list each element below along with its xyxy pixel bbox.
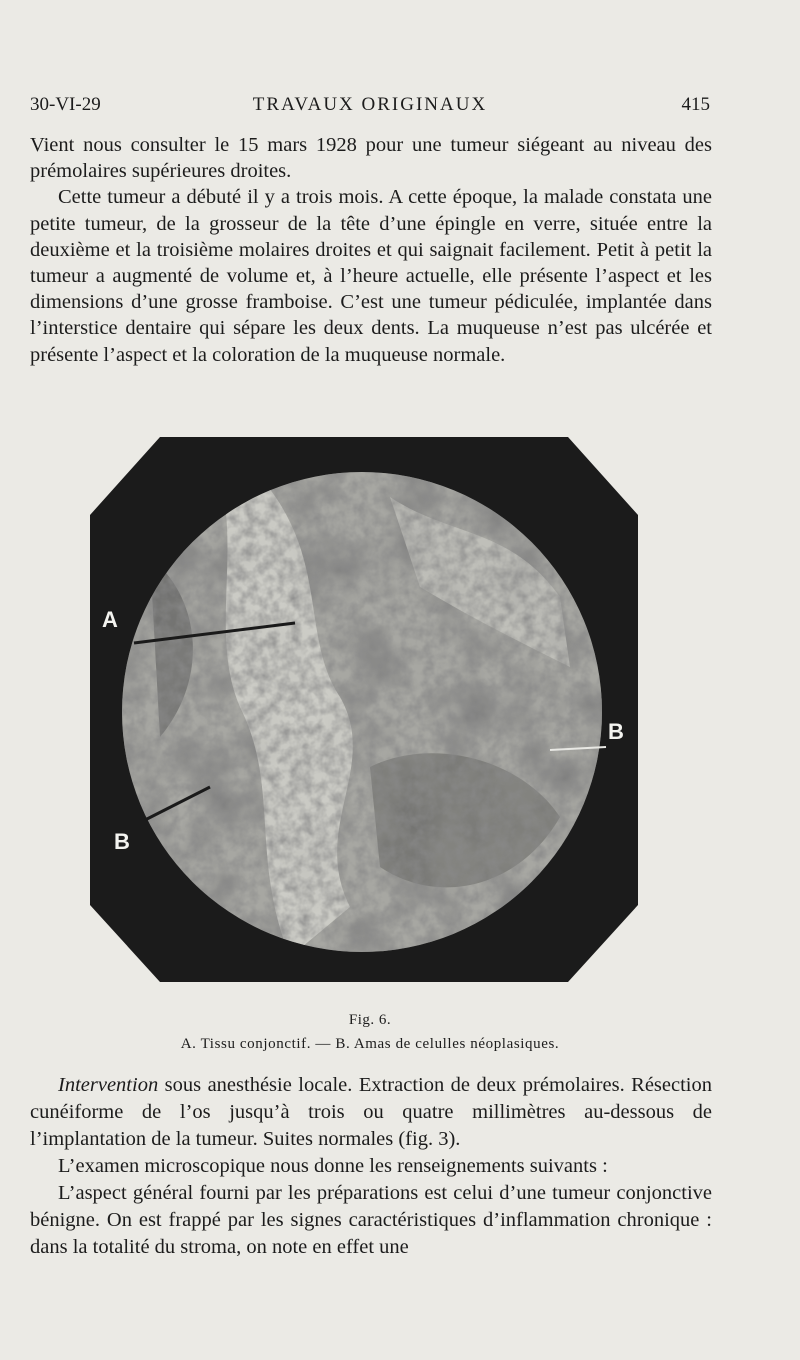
paragraph-text: sous anesthésie locale. Extraction de deux prémolaires. Résection cunéiforme de l’os jusqu’à trois ou quatre millimètres au-dessous de l’implantation de la tumeur. Suites normales (fig. 3). bbox=[30, 1074, 712, 1150]
micrograph-figure bbox=[90, 437, 638, 982]
label-b-right: B bbox=[608, 719, 624, 744]
header-date: 30-VI-29 bbox=[30, 94, 101, 115]
micrograph-image bbox=[90, 437, 638, 982]
paragraph: Cette tumeur a débuté il y a trois mois. A cette époque, la malade constata une petite tumeur, de la grosseur de la tête d’une épingle en verre, située entre la deuxième et la troisième molaires droites et qui saignait facilement. Petit à petit la tumeur a augmenté de volume et, à l’heure actuelle, elle présente l’aspect et les dimensions d’une grosse framboise. C’est une tumeur pédiculée, implantée dans l’interstice dentaire qui sépare les deux dents. La muqueuse n’est pas ulcérée et présente l’aspect et la coloration de la muqueuse normale. bbox=[30, 186, 712, 366]
label-b-left: B bbox=[114, 829, 130, 854]
paragraph bbox=[30, 1072, 712, 1153]
figure-caption: A. Tissu conjonctif. — B. Amas de celulles néoplasiques. bbox=[180, 1036, 560, 1052]
figure-number: Fig. 6. bbox=[348, 1012, 392, 1028]
paragraph: L’examen microscopique nous donne les renseignements suivants : bbox=[58, 1155, 608, 1177]
header-title: TRAVAUX ORIGINAUX bbox=[252, 94, 488, 115]
text-block-top bbox=[30, 132, 712, 368]
label-a: A bbox=[102, 607, 118, 632]
running-header bbox=[30, 94, 710, 124]
page-number: 415 bbox=[681, 94, 710, 115]
emphasis-intervention: Intervention bbox=[58, 1074, 159, 1096]
text-block-bottom bbox=[30, 1072, 712, 1261]
paragraph: L’aspect général fourni par les préparations est celui d’une tumeur conjonctive bénigne. On est frappé par les signes caractéristiques d’inflammation chronique : dans la totalité du stroma, on note en effet une bbox=[30, 1182, 712, 1258]
paragraph: Vient nous consulter le 15 mars 1928 pour une tumeur siégeant au niveau des prémolaires supérieures droites. bbox=[30, 134, 712, 183]
